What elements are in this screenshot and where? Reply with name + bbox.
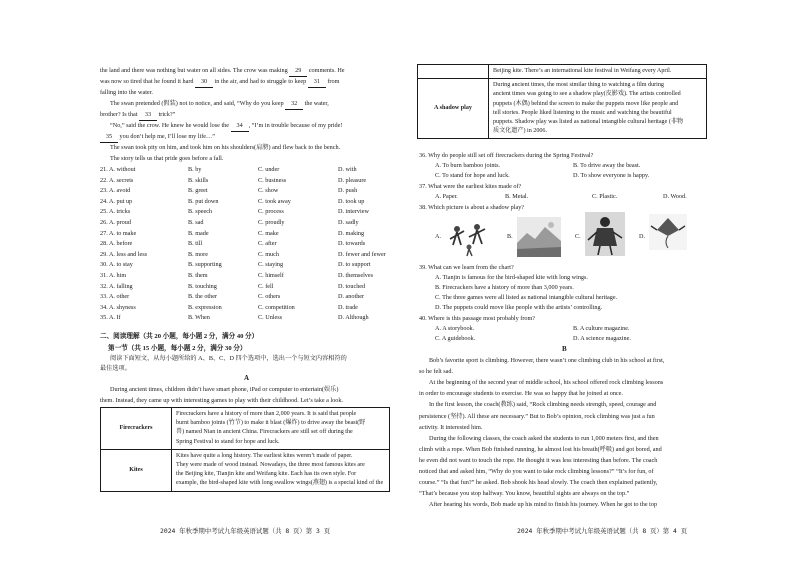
row-label: A shadow play <box>418 79 489 139</box>
option[interactable]: C. The three games were all listed as national intangible cultural heritage. <box>435 294 618 301</box>
passage-line: activity. It interested him. <box>419 423 483 431</box>
option[interactable]: B. till <box>188 240 203 248</box>
right-page <box>397 0 794 561</box>
row-line: 质文化遗产) in 2006. <box>493 128 547 135</box>
option[interactable]: D. themselves <box>338 272 374 279</box>
passage-line: After hearing his words, Bob made up his mind to finish his journey. When he got to the top <box>429 501 658 509</box>
option[interactable]: D. with <box>338 166 357 173</box>
option[interactable]: C. proudly <box>258 219 285 226</box>
passage-line: them. Instead, they came up with interesting games to play with their childhood. Let’s take a look. <box>100 397 343 404</box>
option[interactable]: B. speech <box>188 208 213 216</box>
option[interactable]: B. When <box>188 314 210 322</box>
passage-line: persistence (坚持). All these are necessary.” But to Bob’s opinion, rock climbing was just a fun <box>419 412 655 420</box>
option-question[interactable]: 26. A. proud <box>100 219 131 226</box>
passage-line: course.” “Is that fun?” he asked. Bob shook his head slowly. The coach then explained patiently, <box>419 479 658 487</box>
games-table <box>100 407 390 492</box>
option[interactable]: D. interview <box>338 208 369 216</box>
row-content: Beijing kite. There’s an international kite festival in Weifang every April. <box>489 65 707 79</box>
option[interactable]: B. sad <box>188 219 204 226</box>
table-row <box>418 79 707 139</box>
option-question[interactable]: 25. A. tricks <box>100 208 131 216</box>
option-label[interactable]: B. <box>507 233 513 240</box>
row-line: tell stories. People liked listening to the music and watching the beautiful <box>493 109 672 116</box>
answer-blank[interactable]: 29 <box>289 66 307 77</box>
option[interactable]: D. To show everyone is happy. <box>573 172 650 179</box>
option[interactable]: B. made <box>188 229 209 237</box>
passage-line: In the first lesson, the coach(教练) said, “Rock climbing needs strength, speed, courage and <box>429 401 657 409</box>
option[interactable]: A. To burn bamboo joints. <box>435 162 501 169</box>
option[interactable]: C. took away <box>258 197 291 205</box>
shadow-puppet-image[interactable] <box>585 212 625 256</box>
answer-blank[interactable]: 30 <box>195 77 213 88</box>
landscape-painting-image[interactable] <box>517 217 561 257</box>
table-row <box>101 449 390 491</box>
row-line: ancient times was going to see a shadow play(皮影戏). The artists controlled <box>493 91 681 98</box>
option[interactable]: B. by <box>188 166 202 173</box>
instruction: 最佳选项。 <box>100 365 131 372</box>
row-line: 兽) named Nian in ancient China. Firecrackers are still set off during the <box>176 429 353 436</box>
page-footer: 2024 年秋季期中考试九年级英语试题（共 8 页）第 4 页 <box>517 527 688 535</box>
question-36: 36. Why do people still set off firecrackers during the Spring Festival? <box>419 152 594 159</box>
option[interactable]: B. To drive away the beast. <box>573 162 641 169</box>
answer-blank[interactable]: 33 <box>139 110 157 121</box>
option[interactable]: B. skills <box>188 176 209 184</box>
question-37: 37. What were the earliest kites made of? <box>419 183 522 190</box>
option[interactable]: B. Metal. <box>505 193 529 200</box>
option-question[interactable]: 34. A. shyness <box>100 303 136 311</box>
row-line: Spring Festival to stand for hope and luck. <box>176 438 280 445</box>
row-line: They were made of wood instead. Nowadays, the three most famous kites are <box>176 462 365 469</box>
section-title: 二、阅读理解（共 20 小题，每小题 2 分，满分 40 分） <box>100 333 259 340</box>
row-line: puppets. Shadow play was listed as national intangible cultural heritage (非物 <box>493 119 684 126</box>
option[interactable]: D. making <box>338 229 365 237</box>
games-table-continued <box>417 64 707 139</box>
option-question[interactable]: 33. A. other <box>100 293 130 301</box>
passage-line: “That’s because you stop halfway. You know, beautiful sights are always on the top.” <box>419 490 630 498</box>
option-question[interactable]: 23. A. avoid <box>100 187 131 195</box>
answer-blank[interactable]: 32 <box>285 99 303 110</box>
passage-line: climb with a rope. When Bob finished running, he almost lost his breath(呼吸) and got bored, and <box>419 445 662 453</box>
option-question[interactable]: 35. A. If <box>100 314 121 322</box>
option[interactable]: C. staying <box>258 261 284 269</box>
row-content <box>489 79 707 139</box>
text-line: brother? Is that 33 trick?” <box>100 110 175 121</box>
answer-blank[interactable]: 34 <box>231 121 249 132</box>
option[interactable]: D. fewer and fewer <box>338 250 386 258</box>
option[interactable]: C. To stand for hope and luck. <box>435 172 510 179</box>
option[interactable]: D. to support <box>338 261 371 269</box>
answer-blank[interactable]: 35 <box>100 132 118 143</box>
option[interactable]: C. under <box>258 166 280 173</box>
row-line: Firecrackers have a history of more than 2,000 years. It is said that people <box>176 411 357 417</box>
text-line: 35 you don’t help me, I’ll lose my life…” <box>100 132 215 143</box>
row-line: During ancient times, the most similar thing to watching a film during <box>493 82 664 89</box>
table-row <box>418 65 707 79</box>
option[interactable]: C. process <box>258 208 284 216</box>
row-line: Kites have quite a long history. The earliest kites weren’t made of paper. <box>176 452 353 459</box>
row-line: burnt bamboo joints (竹节) to make it blast (爆炸) to drive away the beast(野 <box>176 420 366 427</box>
page-footer: 2024 年秋季期中考试九年级英语试题（共 8 页）第 3 页 <box>160 527 331 535</box>
option[interactable]: C. A guidebook. <box>435 335 476 342</box>
option[interactable]: C. himself <box>258 272 284 279</box>
option[interactable]: C. after <box>258 240 277 248</box>
option[interactable]: A. Tianjin is famous for the bird-shaped kite with long wings. <box>435 274 588 281</box>
option[interactable]: D. took up <box>338 197 365 205</box>
option[interactable]: B. Firecrackers have a history of more than 3,000 years. <box>435 284 574 291</box>
answer-blank[interactable]: 31 <box>308 77 326 88</box>
option[interactable]: B. A culture magazine. <box>573 325 630 332</box>
text-line: The swan pretended (假装) not to notice, and said, “Why do you keep 32 the water, <box>110 99 329 110</box>
instruction: 阅读下面短文，从每小题所给的 A、B、C、D 四个选项中，选出一个与短文内容相符的 <box>110 355 347 362</box>
option-question[interactable]: 27. A. to make <box>100 229 137 237</box>
option[interactable]: C. others <box>258 293 281 301</box>
option[interactable]: D. another <box>338 293 365 301</box>
subsection-title: 第一节（共 15 小题，每小题 2 分，满分 30 分） <box>108 345 247 352</box>
option-question[interactable]: 21. A. without <box>100 166 136 173</box>
option[interactable]: C. fell <box>258 282 274 290</box>
passage-line: At the beginning of the second year of middle school, his school offered rock climbing lessons <box>429 379 664 387</box>
option[interactable]: A. Paper. <box>435 193 458 200</box>
option[interactable]: D. trade <box>338 303 358 311</box>
passage-line: noticed that and asked him, “Why do you want to take rock climbing lessons?” “It’s for fun, of <box>419 468 654 475</box>
figure-dancers-image[interactable] <box>447 217 491 257</box>
option[interactable]: C. Plastic. <box>592 193 618 200</box>
text-line: The swan took pity on him, and took him on his shoulders(肩膀) and flew back to the bench. <box>110 144 341 151</box>
option-label[interactable]: C. <box>575 233 581 240</box>
option[interactable]: B. put down <box>188 197 219 205</box>
option[interactable]: B. expression <box>188 303 222 311</box>
option[interactable]: B. the other <box>188 293 218 301</box>
option[interactable]: B. them <box>188 272 208 279</box>
option[interactable]: B. touching <box>188 282 217 290</box>
text-line: falling into the water. <box>100 89 153 96</box>
option[interactable]: B. more <box>188 250 208 258</box>
option-question[interactable]: 32. A. falling <box>100 282 133 290</box>
table-row <box>101 408 390 450</box>
option[interactable]: C. show <box>258 187 279 195</box>
passage-letter: A <box>244 374 250 382</box>
question-38: 38. Which picture is about a shadow play? <box>419 204 525 211</box>
passage-line: so he felt sad. <box>419 368 454 376</box>
row-label: Kites <box>101 449 172 491</box>
text-line: “No,” said the crow. He knew he would lose the 34 , “I’m in trouble because of my pride! <box>110 121 342 132</box>
option-question[interactable]: 29. A. less and less <box>100 250 148 258</box>
option[interactable]: A. A storybook. <box>435 325 475 332</box>
option[interactable]: B. supporting <box>188 261 222 269</box>
option[interactable]: D. pleasure <box>338 176 367 184</box>
question-40: 40. Where is this passage most probably from? <box>419 315 536 322</box>
option-question[interactable]: 22. A. secrets <box>100 176 134 184</box>
option-label[interactable]: A. <box>435 233 442 240</box>
option[interactable]: D. Wood. <box>663 193 687 200</box>
text-line: was now so tired that he found it hard 30 in the air, and had to struggle to keep 31 from <box>100 77 339 88</box>
row-line: example, the bird-shaped kite with long swallow wings(燕翅) is a special kind of the <box>176 480 384 487</box>
option[interactable]: D. push <box>338 187 358 195</box>
option-question[interactable]: 31. A. him <box>100 272 127 279</box>
option[interactable]: D. The puppets could move like people with the artists’ controlling. <box>435 304 603 311</box>
row-label: Firecrackers <box>101 408 172 450</box>
passage-line: he even did not want to touch the rope. He thought it was less interesting than before. The coach <box>419 456 658 464</box>
option[interactable]: C. competition <box>258 303 295 311</box>
passage-line: Bob’s favorite sport is climbing. However, there wasn’t one climbing club in his school at first, <box>429 357 665 364</box>
option[interactable]: D. sadly <box>338 219 359 226</box>
question-39: 39. What can we learn from the chart? <box>419 264 514 271</box>
passage-line: During the following classes, the coach asked the students to run 1,000 meters first, and then <box>429 434 659 442</box>
row-line: puppets (木偶) behind the screen to make the puppets move like people and <box>493 100 679 107</box>
option-label[interactable]: D. <box>639 233 646 240</box>
option[interactable]: C. Unless <box>258 314 283 322</box>
passage-line: in order to encourage students to exercise. He was so happy that he joined at once. <box>419 390 623 398</box>
passage-letter: B <box>562 345 567 353</box>
row-line: the Beijing kite, Tianjin kite and Weifang kite. Each has its own style. For <box>176 471 357 478</box>
option[interactable]: C. much <box>258 250 279 258</box>
option[interactable]: B. greet <box>188 187 208 195</box>
text-line: The story tells us that pride goes before a fall. <box>110 155 224 162</box>
option[interactable]: D. Although <box>338 314 369 322</box>
passage-line: During ancient times, children didn’t have smart phone, iPad or computer to entertain(娱乐) <box>110 386 339 393</box>
option[interactable]: C. business <box>258 176 287 184</box>
option[interactable]: D. A science magazine. <box>573 335 631 342</box>
text-line: the land and there was nothing but water on all sides. The crow was making 29 comments. He <box>100 66 345 77</box>
option-question[interactable]: 28. A. before <box>100 240 133 248</box>
row-content <box>172 449 390 491</box>
option[interactable]: D. towards <box>338 240 366 248</box>
option[interactable]: C. make <box>258 229 279 237</box>
kite-image[interactable] <box>649 214 687 250</box>
row-content <box>172 408 390 450</box>
option-question[interactable]: 24. A. put up <box>100 197 133 205</box>
option[interactable]: D. touched <box>338 282 366 290</box>
option-question[interactable]: 30. A. to stay <box>100 261 133 269</box>
row-label <box>418 65 489 79</box>
